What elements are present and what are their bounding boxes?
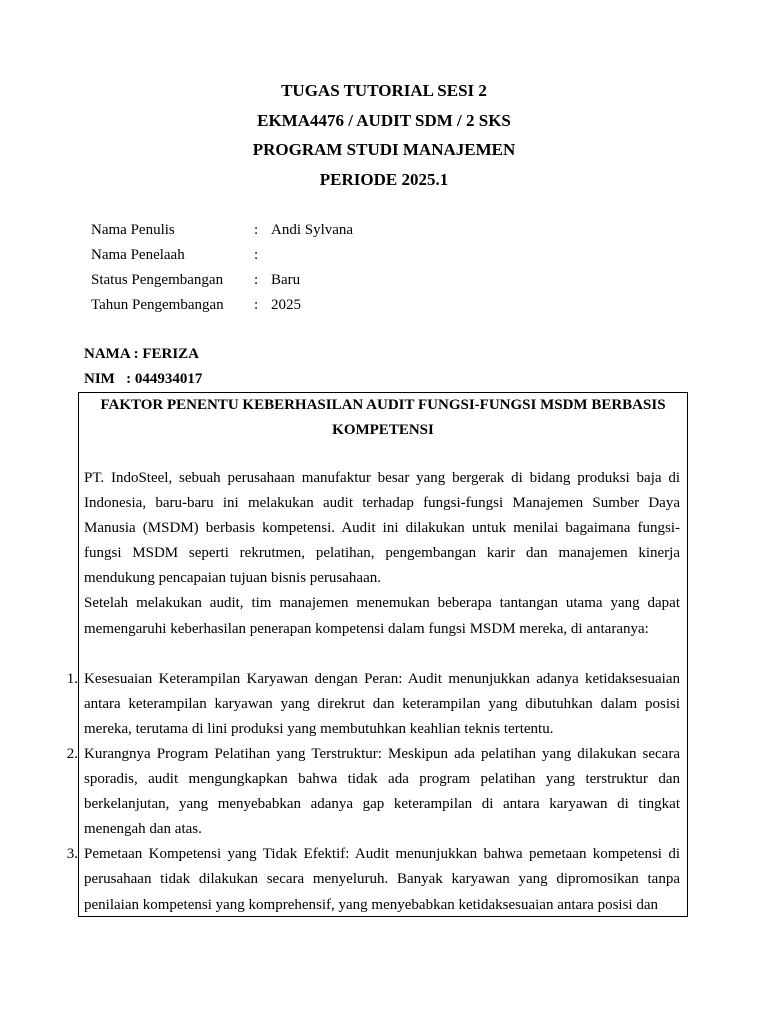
header-program: PROGRAM STUDI MANAJEMEN [252,140,516,159]
meta-label: Nama Penelaah [91,247,185,263]
header-course: EKMA4476 / AUDIT SDM / 2 SKS [257,110,511,130]
meta-colon: : [254,247,259,263]
meta-label: Tahun Pengembangan [91,297,224,313]
list-item-text: Kurangnya Program Pelatihan yang Terstruktur: Meskipun ada pelatihan yang dilakukan secara sporadis, audit mengungkapkan bahwa tidak ada program pelatihan yang terstruktur dan berkelanjutan, yang menyebabkan adanya gap keterampilan di antara karyawan di tingkat menengah dan atas. [84,745,680,838]
list-number: 2. [66,745,78,762]
meta-row-reviewer [91,243,353,268]
case-content [66,466,680,918]
student-info [84,342,202,392]
list-item [66,842,680,917]
meta-label: Nama Penulis [91,222,175,238]
list-number: 1. [66,670,78,687]
meta-colon: : [254,272,259,288]
meta-label: Status Pengembangan [91,272,224,288]
list-item-text: Pemetaan Kompetensi yang Tidak Efektif: Audit menunjukkan bahwa pemetaan kompetensi di perusahaan tidak dilakukan secara menyeluruh. Banyak karyawan yang dipromosikan tanpa penilaian kompetensi yang komprehensif, yang menyebabkan ketidaksesuaian antara posisi dan [84,846,680,913]
case-title: FAKTOR PENENTU KEBERHASILAN AUDIT FUNGSI-FUNGSI MSDM BERBASIS KOMPETENSI [100,397,666,438]
list-number: 3. [66,846,78,863]
meta-value: Baru [271,272,301,288]
meta-colon: : [254,222,259,238]
meta-row-author [91,218,353,243]
meta-colon: : [254,297,259,313]
meta-value: Andi Sylvana [271,222,354,238]
case-paragraph-intro: PT. IndoSteel, sebuah perusahaan manufaktur besar yang bergerak di bidang produksi baja di Indonesia, baru-baru ini melakukan audit terhadap fungsi-fungsi Manajemen Sumber Daya Manusia (MSDM) berbasis kompetensi. Audit ini dilakukan untuk menilai bagaimana fungsi-fungsi MSDM seperti rekrutmen, pelatihan, pengembangan karir dan manajemen kinerja mendukung pencapaian tujuan bisnis perusahaan. [84,470,680,587]
case-paragraph-findings: Setelah melakukan audit, tim manajemen menemukan beberapa tantangan utama yang dapat memengaruhi keberhasilan penerapan kompetensi dalam fungsi MSDM mereka, di antaranya: [84,595,680,637]
meta-row-year [91,293,353,318]
header-title: TUGAS TUTORIAL SESI 2 [281,81,487,100]
header-period: PERIODE 2025.1 [319,169,449,189]
meta-row-status [91,268,353,293]
spacer [84,642,680,667]
author-info [91,218,353,318]
meta-value: 2025 [271,297,301,313]
list-item [66,667,680,742]
document-header [0,76,768,194]
list-item-text: Kesesuaian Keterampilan Karyawan dengan Peran: Audit menunjukkan adanya ketidaksesuaian antara keterampilan karyawan yang direkrut dan keterampilan yang dibutuhkan dalam posisi mereka, terutama di lini produksi yang membutuhkan keahlian teknis tertentu. [84,670,680,737]
list-item [66,742,680,842]
student-nim: NIM : 044934017 [84,371,203,387]
student-name: NAMA : FERIZA [84,346,199,362]
